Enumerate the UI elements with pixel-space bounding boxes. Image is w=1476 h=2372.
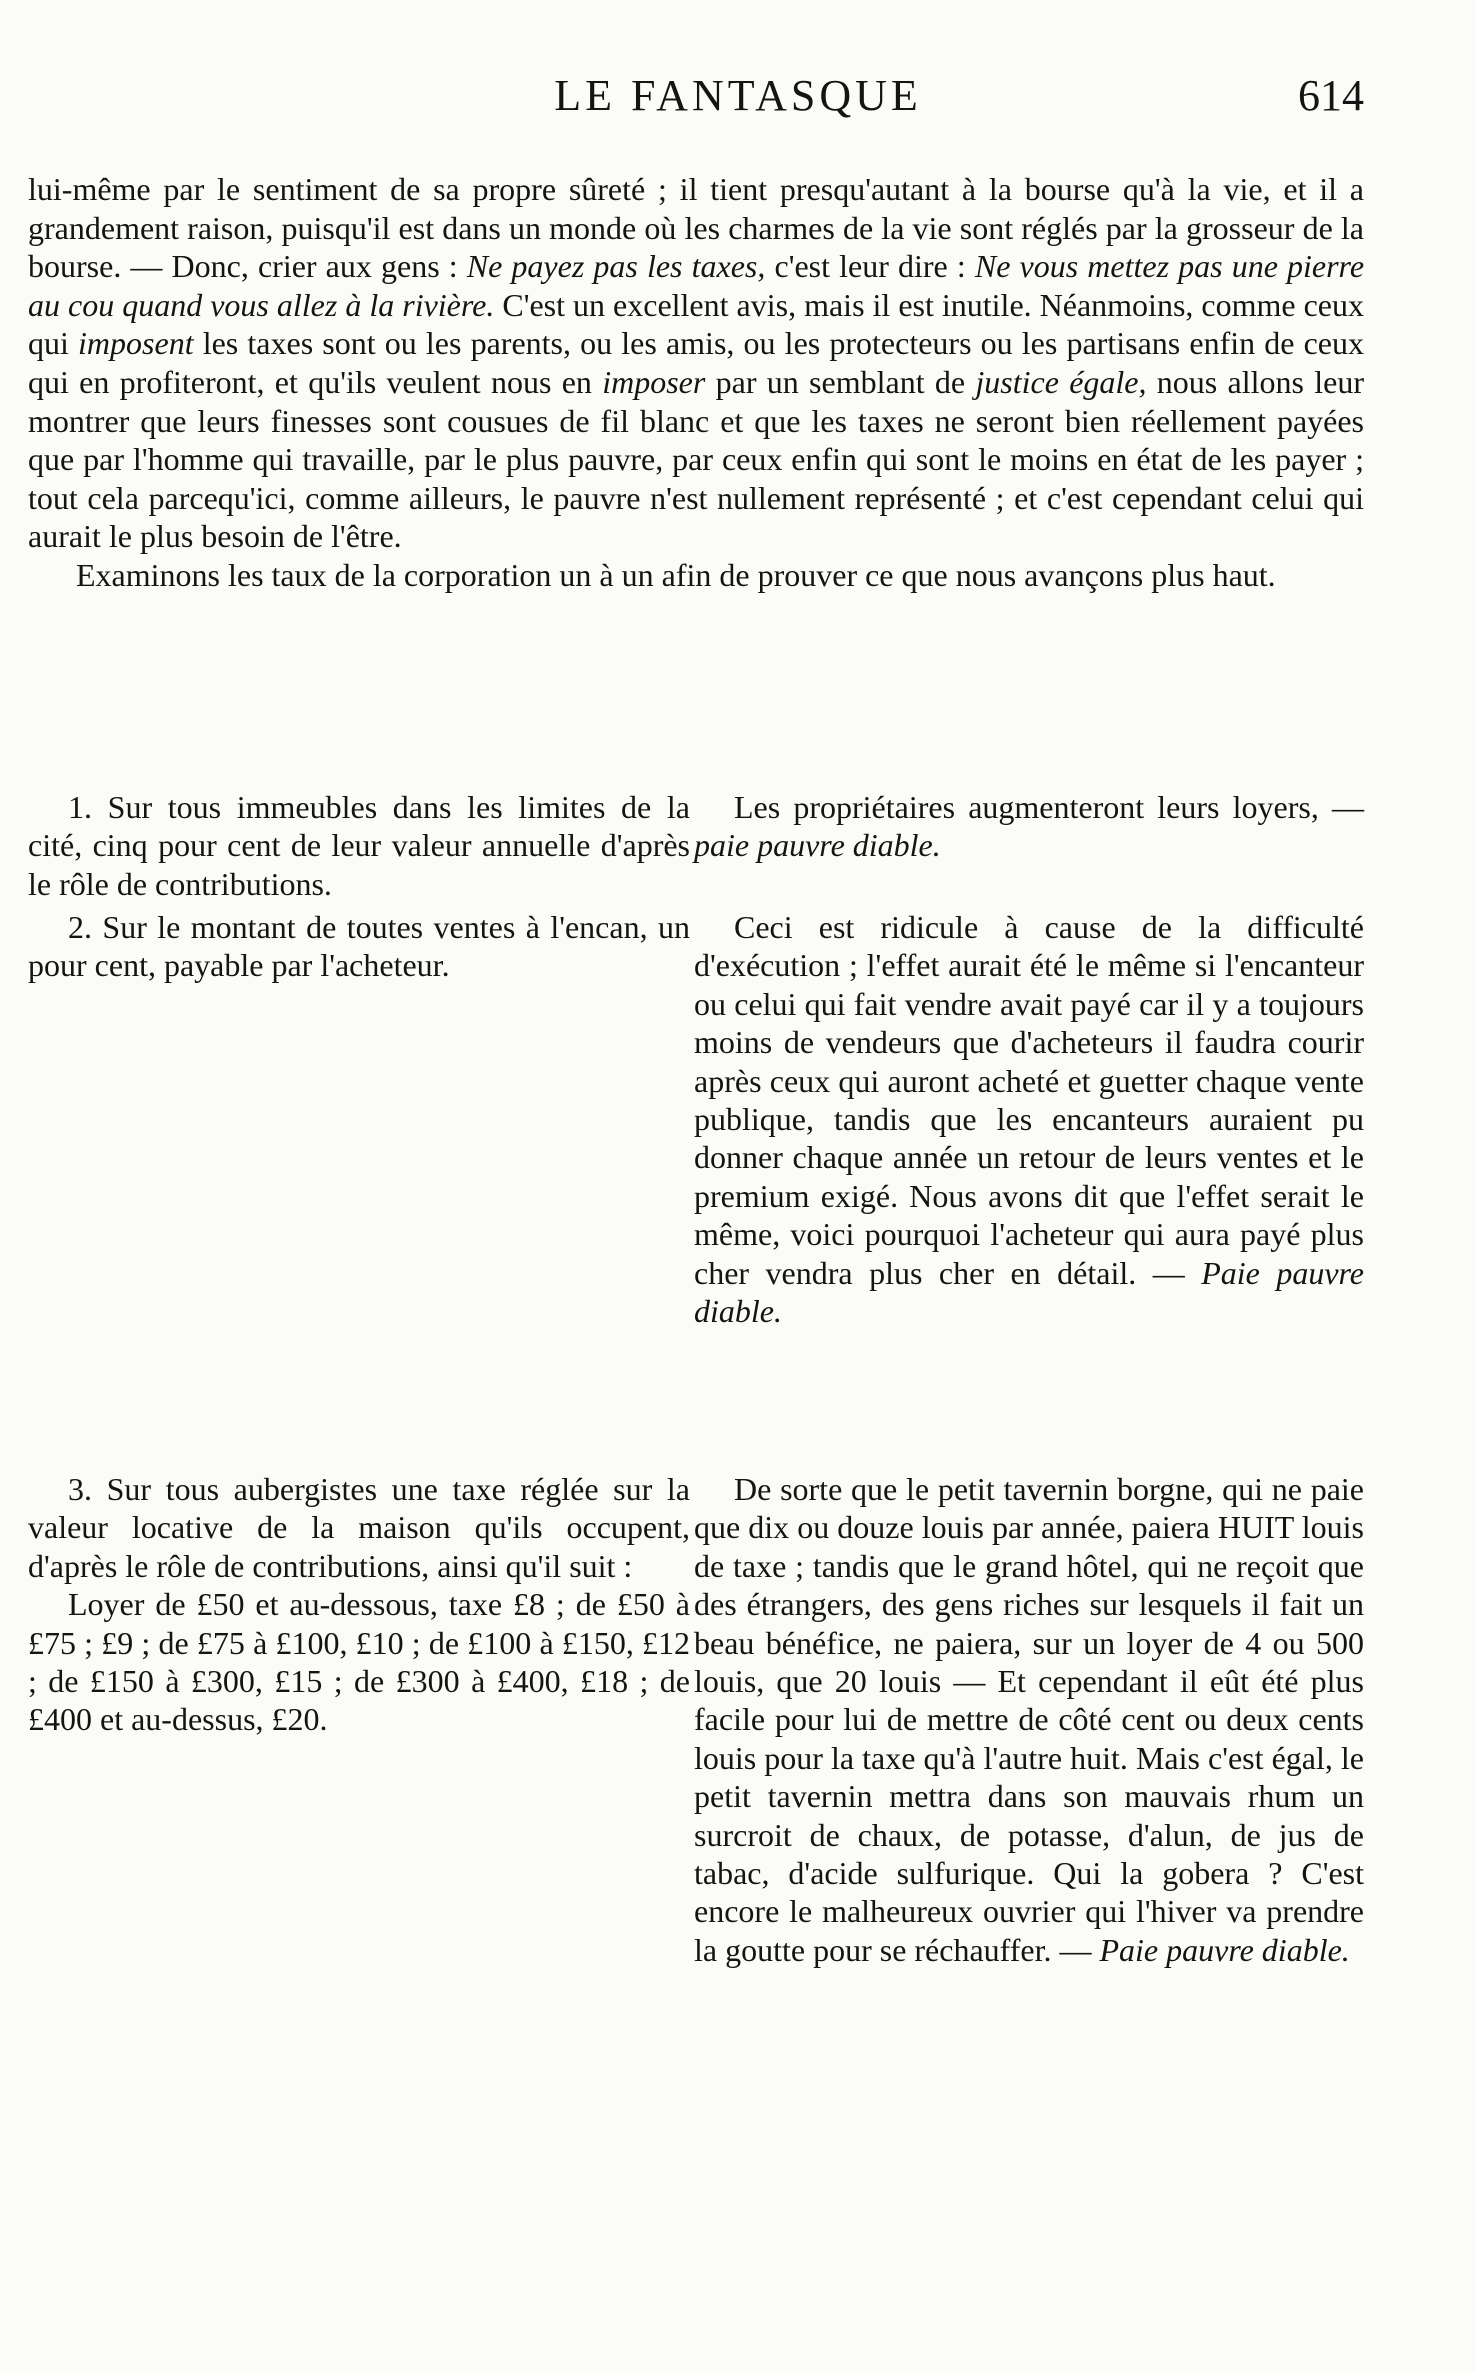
text-run: par un semblant de	[705, 363, 976, 400]
intro-paragraph-2: Examinons les taux de la corporation un à un afin de prouver ce que nous avançons plus haut.	[76, 556, 1276, 593]
intro-paragraph-1	[28, 170, 1364, 556]
comment-paragraph	[694, 1470, 1364, 1969]
text-run: Les propriétaires augmenteront leurs loyers, —	[734, 789, 1364, 825]
publication-title: LE FANTASQUE	[554, 71, 922, 120]
tax-schedule: Loyer de £50 et au-dessous, taxe £8 ; de £50 à £75 ; £9 ; de £75 à £100, £10 ; de £100 à £150, £12 ; de £150 à £300, £15 ; de £300 à £400, £18 ; de £400 et au-dessus, £20.	[28, 1586, 690, 1738]
text-run: nous allons leur montrer que leurs finesses sont cousues de fil blanc et que les taxes ne seront bien réellement payées que par l'homme qui travaille, par le plus pauvre, par ceux enfin qui sont le moins en état de les payer ; tout cela parcequ'ici, comme ailleurs, le pauvre n'est nullement représenté ; et c'est cependant celui qui aurait le plus besoin de l'être.	[28, 363, 1365, 555]
text-run: De sorte que le petit tavernin borgne, qui ne paie que dix ou douze louis par année, paiera HUIT louis de taxe ; tandis que le grand hôtel, qui ne reçoit que des étrangers, des gens riches sur lesquels il fait un beau bénéfice, ne paiera, sur un loyer de 4 ou 500 louis, que 20 louis — Et cependant il eût été plus facile pour lui de mettre de côté cent ou deux cents louis pour la taxe qu'à l'autre huit. Mais c'est égal, le petit tavernin mettra dans son mauvais rhum un surcroit de chaux, de potasse, d'alun, de jus de tabac, d'acide sulfurique. Qui la gobera ? C'est encore le malheureux ouvrier qui l'hiver va prendre la goutte pour se réchauffer. —	[694, 1471, 1364, 1968]
italic-run: Paie pauvre diable.	[694, 1254, 1364, 1330]
text-run: lui-même par le sentiment de sa propre sûreté ; il tient presqu'autant à la bourse qu'à la vie, et il a grandement raison, puisqu'il est dans un monde où les charmes de la vie sont réglés par la grosseur de la bourse. — Donc, crier aux gens :	[28, 171, 1364, 285]
tax-item-comment	[694, 1470, 1364, 1969]
italic-run: justice égale,	[975, 363, 1147, 400]
text-run: c'est leur dire :	[765, 248, 975, 285]
italic-run: Ne payez pas les taxes,	[466, 248, 766, 285]
intro-text	[28, 170, 1364, 595]
tax-item-text	[28, 1470, 690, 1739]
tax-item-comment	[694, 908, 1364, 1330]
tax-rule: 2. Sur le montant de toutes ventes à l'encan, un pour cent, payable par l'acheteur.	[28, 909, 690, 984]
page-number: 614	[1298, 71, 1364, 120]
comment-paragraph	[694, 908, 1364, 1330]
tax-item-text	[28, 788, 690, 903]
italic-run: Paie pauvre diable.	[1099, 1931, 1350, 1968]
tax-rule: 3. Sur tous aubergistes une taxe réglée sur la valeur locative de la maison qu'ils occupent, d'après le rôle de contributions, ainsi qu'il suit :	[28, 1471, 690, 1584]
tax-rule: 1. Sur tous immeubles dans les limites de la cité, cinq pour cent de leur valeur annuelle d'après le rôle de contributions.	[28, 789, 690, 902]
italic-run: imposent	[78, 325, 194, 362]
page-header	[0, 70, 1476, 130]
text-run: les taxes sont ou les parents, ou les amis, ou les protecteurs ou les partisans enfin de ceux qui en profiteront, et qu'ils veulent nous en	[28, 325, 1365, 400]
tax-item-comment	[694, 788, 1364, 865]
text-run: Ceci est ridicule à cause de la difficulté d'exécution ; l'effet aurait été le même si l'encanteur ou celui qui fait vendre avait payé car il y a toujours moins de vendeurs que d'acheteurs il faudra courir après ceux qui auront acheté et guetter chaque vente publique, tandis que les encanteurs auraient pu donner chaque année un retour de leurs ventes et le premium exigé. Nous avons dit que l'effet serait le même, voici pourquoi l'acheteur qui aura payé plus cher vendra plus cher en détail. —	[694, 909, 1364, 1291]
italic-run: paie pauvre diable.	[694, 827, 941, 864]
tax-item-text	[28, 908, 690, 985]
italic-run: Ne vous mettez pas une pierre au cou quand vous allez à la rivière.	[28, 248, 1365, 323]
text-run: C'est un excellent avis, mais il est inutile. Néanmoins, comme ceux qui	[28, 286, 1365, 362]
comment-paragraph	[694, 788, 1364, 865]
italic-run: imposer	[602, 363, 706, 400]
